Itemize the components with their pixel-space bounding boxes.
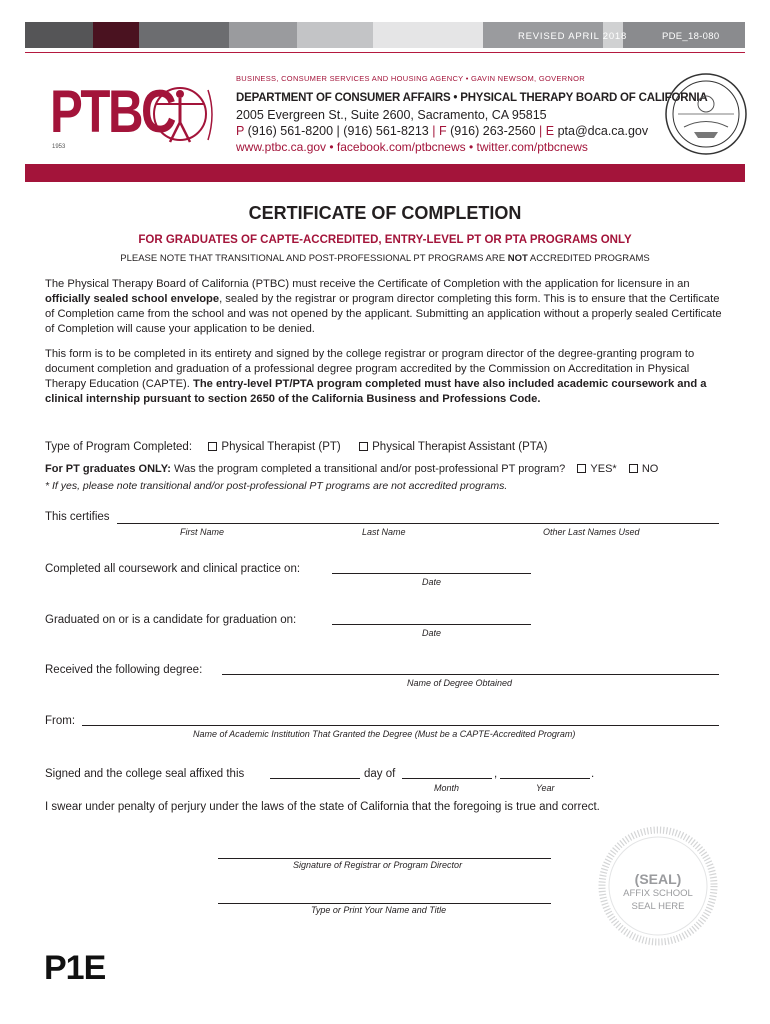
phone-numbers: (916) 561-8200 | (916) 561-8213 <box>247 124 429 138</box>
email-link[interactable]: pta@dca.ca.gov <box>557 124 649 138</box>
header-rule <box>25 52 745 53</box>
signature-field[interactable] <box>218 847 551 859</box>
name-field[interactable] <box>117 512 719 524</box>
no-label: NO <box>641 463 659 475</box>
graduated-label: Graduated on or is a candidate for graduation on: <box>45 614 297 626</box>
graduation-date-caption: Date <box>422 628 442 638</box>
form-code: PDE_18-080 <box>662 31 720 42</box>
degree-field[interactable] <box>222 663 719 675</box>
instructions-paragraph-1: The Physical Therapy Board of California (PTBC) must receive the Certificate of Completion with the application for licensure in an officially sealed school envelope, sealed by the registrar or program director completing this form. This is to ensure that the Certificate of Completion came from the school and was not opened by the applicant. Submitting an application without a properly sealed Certificate of Completion will cause your application to be denied. <box>45 278 722 335</box>
seal-line-2: SEAL HERE <box>631 901 685 912</box>
coursework-date-field[interactable] <box>332 562 531 574</box>
print-name-field[interactable] <box>218 892 551 904</box>
seal-instructions <box>598 887 718 913</box>
signature-caption: Signature of Registrar or Program Director <box>293 860 463 870</box>
state-seal-icon <box>664 72 748 156</box>
pt-only-question: Was the program completed a transitional and/or post-professional PT program? <box>170 463 566 475</box>
instructions-paragraph-2: This form is to be completed in its entirety and signed by the college registrar or program director of the degree-granting program to document completion and graduation of a professional degree program accredited by the Commission on Accreditation in Physical Therapy Education (CAPTE). The entry-level PT/PTA program completed must have also included academic coursework and a clinical internship pursuant to section 2650 of the California Business and Professions Code. <box>45 348 707 405</box>
department-line: DEPARTMENT OF CONSUMER AFFAIRS • PHYSICAL THERAPY BOARD OF CALIFORNIA <box>236 92 708 104</box>
program-type-label: Type of Program Completed: <box>45 441 193 453</box>
ptbc-logo <box>50 78 220 162</box>
logo-text: PTBC <box>50 78 175 145</box>
signed-period: . <box>591 768 595 780</box>
accreditation-note <box>0 253 770 264</box>
coursework-date-caption: Date <box>422 577 442 587</box>
month-caption: Month <box>434 783 460 793</box>
vitruvian-figure-icon <box>146 82 218 154</box>
other-names-caption: Other Last Names Used <box>543 527 640 537</box>
seal-line-1: AFFIX SCHOOL <box>623 888 693 899</box>
pt-checkbox[interactable] <box>208 442 217 451</box>
email-prefix: E <box>545 124 555 138</box>
address-line: 2005 Evergreen St., Suite 2600, Sacramento, CA 95815 <box>236 108 547 122</box>
fax-prefix: F <box>438 124 447 138</box>
signed-year-field[interactable] <box>500 767 590 779</box>
phone-prefix: P <box>236 124 245 138</box>
coursework-label: Completed all coursework and clinical practice on: <box>45 563 301 575</box>
pta-option-label: Physical Therapist Assistant (PTA) <box>372 441 548 453</box>
degree-caption: Name of Degree Obtained <box>407 678 513 688</box>
last-name-caption: Last Name <box>362 527 406 537</box>
certifies-label: This certifies <box>45 511 110 523</box>
perjury-statement: I swear under penalty of perjury under the laws of the state of California that the foregoing is true and correct. <box>45 801 600 813</box>
pt-only-label: For PT graduates ONLY: <box>45 463 171 475</box>
note-text-post: ACCREDITED PROGRAMS <box>527 253 650 264</box>
contact-line: P (916) 561-8200 | (916) 561-8213 | F (916) 263-2560 | E pta@dca.ca.gov <box>236 124 649 138</box>
program-type-row <box>45 441 547 453</box>
fax-number: (916) 263-2560 <box>450 124 536 138</box>
web-links[interactable]: www.ptbc.ca.gov • facebook.com/ptbcnews • twitter.com/ptbcnews <box>236 140 588 154</box>
no-checkbox[interactable] <box>629 464 638 473</box>
signed-month-field[interactable] <box>402 767 492 779</box>
pt-only-row <box>45 463 658 475</box>
day-of-label: day of <box>364 768 396 780</box>
year-caption: Year <box>536 783 555 793</box>
footnote: * If yes, please note transitional and/or post-professional PT programs are not accredited programs. <box>45 480 508 492</box>
seal-title: (SEAL) <box>634 871 682 887</box>
header-bottom-bar <box>25 164 745 182</box>
page-title: CERTIFICATE OF COMPLETION <box>248 203 522 223</box>
signed-day-field[interactable] <box>270 767 360 779</box>
yes-checkbox[interactable] <box>577 464 586 473</box>
note-text-pre: PLEASE NOTE THAT TRANSITIONAL AND POST-PROFESSIONAL PT PROGRAMS ARE <box>120 253 508 264</box>
signed-label: Signed and the college seal affixed this <box>45 768 245 780</box>
print-name-caption: Type or Print Your Name and Title <box>311 905 447 915</box>
yes-label: YES* <box>590 463 617 475</box>
graduation-date-field[interactable] <box>332 613 531 625</box>
institution-field[interactable] <box>82 714 719 726</box>
note-bold: NOT <box>507 253 528 264</box>
agency-line: BUSINESS, CONSUMER SERVICES AND HOUSING AGENCY • GAVIN NEWSOM, GOVERNOR <box>236 74 585 83</box>
revised-date: REVISED APRIL 2018 <box>518 31 628 42</box>
pt-option-label: Physical Therapist (PT) <box>221 441 341 453</box>
page-subtitle: FOR GRADUATES OF CAPTE-ACCREDITED, ENTRY-LEVEL PT OR PTA PROGRAMS ONLY <box>138 234 632 246</box>
sealed-envelope-emphasis: officially sealed school envelope <box>45 293 220 305</box>
requirements-emphasis: The entry-level PT/PTA program completed must have also included academic coursework and a clinical internship pursuant to section 2650 of the California Business and Professions Code. <box>45 378 707 405</box>
pta-checkbox[interactable] <box>359 442 368 451</box>
header-color-band <box>25 22 745 48</box>
from-label: From: <box>45 715 76 727</box>
degree-label: Received the following degree: <box>45 664 203 676</box>
first-name-caption: First Name <box>180 527 225 537</box>
signed-comma: , <box>494 768 498 780</box>
logo-year: 1953 <box>52 144 66 150</box>
page-mark: P1E <box>44 949 106 987</box>
institution-caption: Name of Academic Institution That Granted the Degree (Must be a CAPTE-Accredited Program) <box>193 729 576 739</box>
